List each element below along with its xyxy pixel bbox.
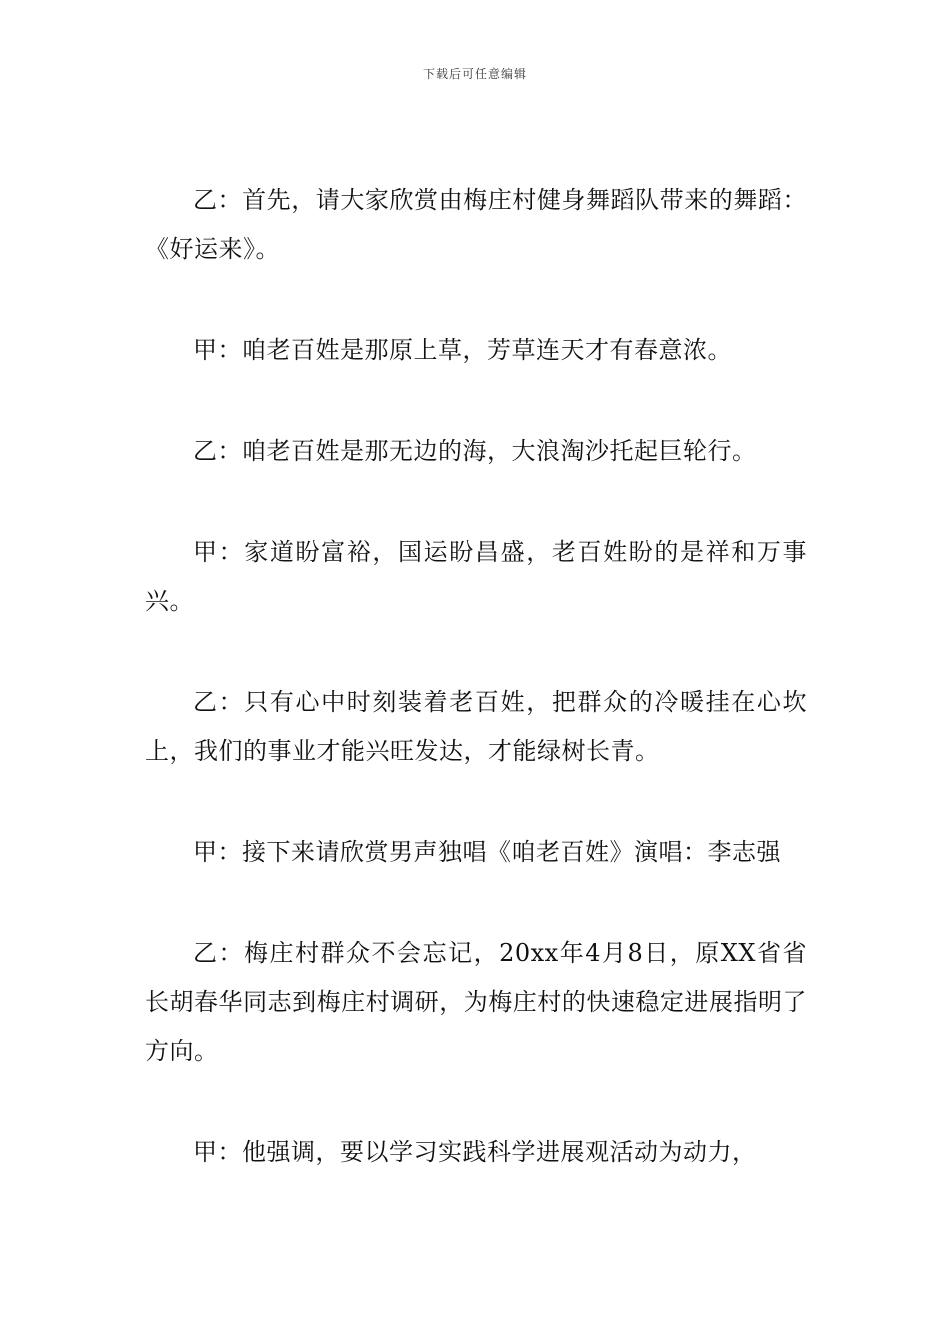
document-body — [145, 176, 807, 1229]
dialogue-paragraph: 甲：咱老百姓是那原上草，芳草连天才有春意浓。 — [193, 336, 732, 364]
dialogue-paragraph: 甲：接下来请欣赏男声独唱《咱老百姓》演唱：李志强 — [193, 838, 781, 866]
dialogue-paragraph: 甲：家道盼富裕，国运盼昌盛，老百姓盼的是祥和万事兴。 — [145, 538, 807, 615]
dialogue-paragraph: 乙：只有心中时刻装着老百姓，把群众的冷暖挂在心坎上，我们的事业才能兴旺发达，才能绿树长青。 — [145, 688, 807, 765]
dialogue-paragraph: 乙：咱老百姓是那无边的海，大浪淘沙托起巨轮行。 — [193, 437, 757, 465]
dialogue-paragraph: 乙：梅庄村群众不会忘记，20xx年4月8日，原XX省省长胡春华同志到梅庄村调研，为梅庄村的快速稳定进展指明了方向。 — [145, 939, 807, 1065]
dialogue-paragraph: 甲：他强调，要以学习实践科学进展观活动为动力， — [193, 1138, 757, 1166]
page-header: 下载后可任意编辑 — [422, 67, 527, 81]
dialogue-paragraph: 乙：首先，请大家欣赏由梅庄村健身舞蹈队带来的舞蹈：《好运来》。 — [145, 186, 807, 263]
